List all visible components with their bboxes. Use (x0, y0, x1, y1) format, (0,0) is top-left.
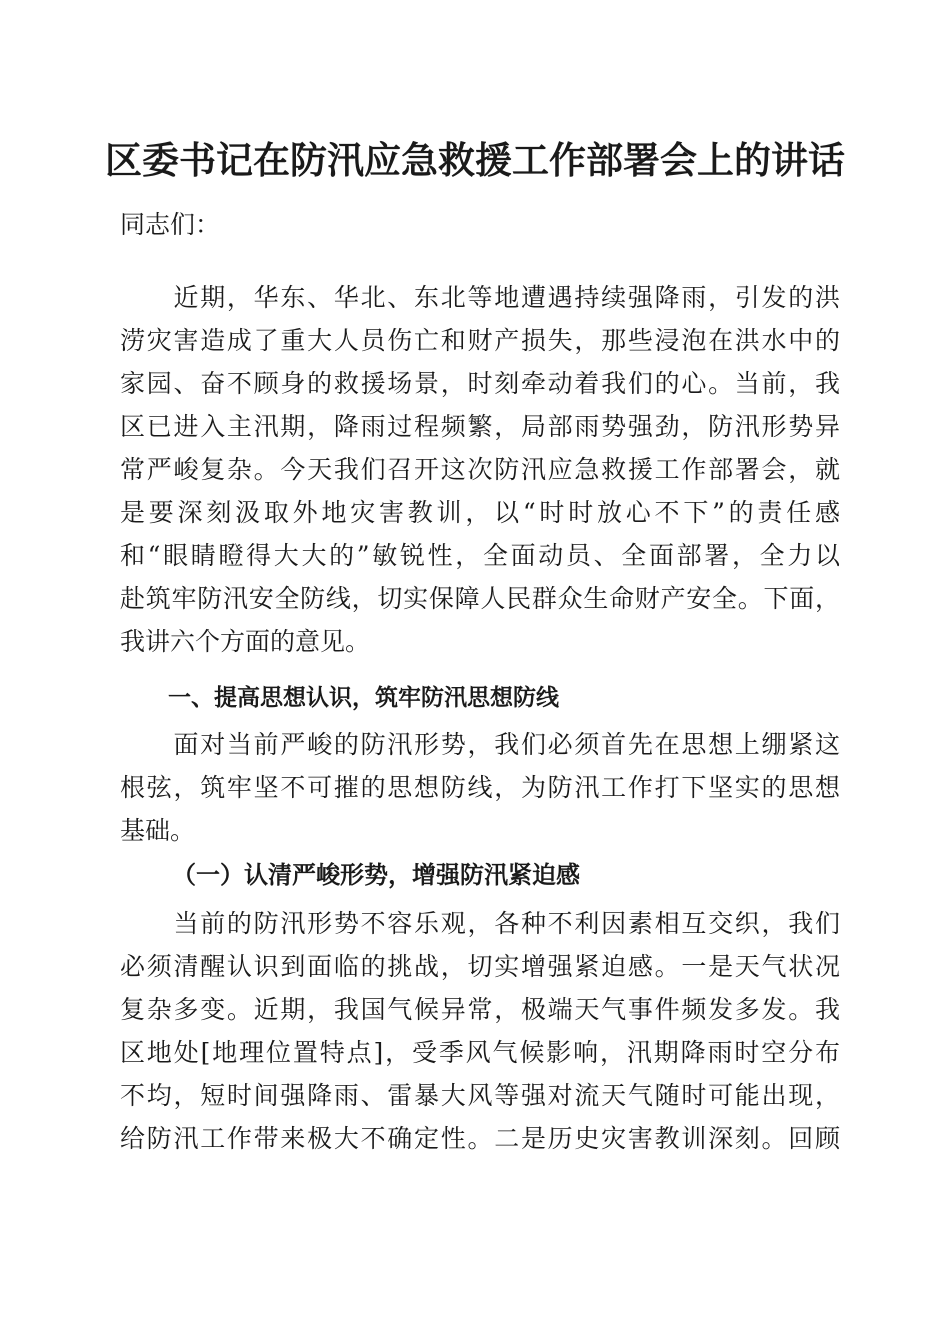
subsection-heading: （一）认清严峻形势，增强防汛紧迫感 (172, 860, 580, 889)
paragraph-line: 给防汛工作带来极大不确定性。二是历史灾害教训深刻。回顾 (120, 1124, 840, 1153)
paragraph-line: 我讲六个方面的意见。 (120, 627, 371, 656)
paragraph-line: 赴筑牢防汛安全防线，切实保障人民群众生命财产安全。下面， (120, 584, 840, 613)
document-title: 区委书记在防汛应急救援工作部署会上的讲话 (105, 138, 845, 182)
paragraph-line: 区地处[地理位置特点]，受季风气候影响，汛期降雨时空分布 (120, 1038, 840, 1067)
paragraph-line: 基础。 (120, 816, 196, 845)
paragraph-line: 面对当前严峻的防汛形势，我们必须首先在思想上绷紧这 (120, 730, 840, 759)
paragraph-line: 根弦，筑牢坚不可摧的思想防线，为防汛工作打下坚实的思想 (120, 773, 840, 802)
paragraph-line: 必须清醒认识到面临的挑战，切实增强紧迫感。一是天气状况 (120, 952, 840, 981)
paragraph-line: 是要深刻汲取外地灾害教训，以“时时放心不下”的责任感 (120, 498, 840, 527)
salutation: 同志们： (120, 210, 221, 239)
paragraph-line: 当前的防汛形势不容乐观，各种不利因素相互交织，我们 (120, 909, 840, 938)
paragraph-line: 区已进入主汛期，降雨过程频繁，局部雨势强劲，防汛形势异 (120, 412, 840, 441)
paragraph-line: 和“眼睛瞪得大大的”敏锐性，全面动员、全面部署，全力以 (120, 541, 840, 570)
paragraph-line: 涝灾害造成了重大人员伤亡和财产损失，那些浸泡在洪水中的 (120, 326, 840, 355)
paragraph-line: 家园、奋不顾身的救援场景，时刻牵动着我们的心。当前，我 (120, 369, 840, 398)
paragraph-line: 常严峻复杂。今天我们召开这次防汛应急救援工作部署会，就 (120, 455, 840, 484)
paragraph-line: 不均，短时间强降雨、雷暴大风等强对流天气随时可能出现， (120, 1081, 840, 1110)
section-heading: 一、提高思想认识，筑牢防汛思想防线 (168, 685, 559, 711)
paragraph-line: 复杂多变。近期，我国气候异常，极端天气事件频发多发。我 (120, 995, 840, 1024)
paragraph-line: 近期，华东、华北、东北等地遭遇持续强降雨，引发的洪 (120, 283, 840, 312)
